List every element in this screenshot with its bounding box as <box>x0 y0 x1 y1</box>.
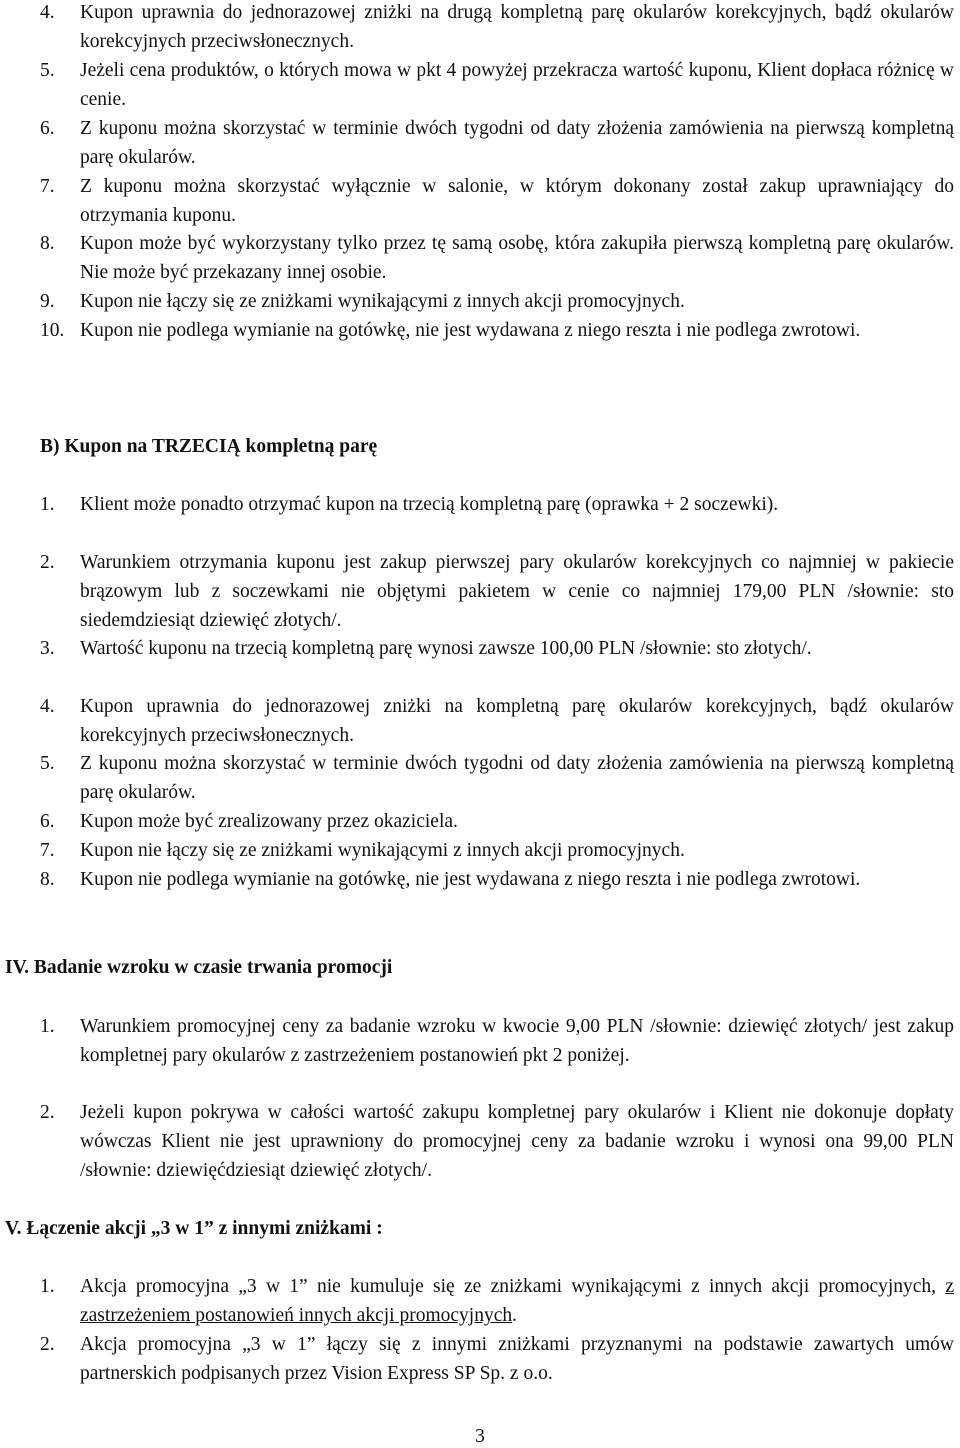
list-item <box>40 229 954 287</box>
item-number: 2. <box>40 1334 55 1355</box>
list-item <box>40 316 954 345</box>
item-number: 1. <box>40 1016 55 1037</box>
item-number: 1. <box>40 494 55 515</box>
page-number: 3 <box>475 1426 485 1447</box>
item-number: 4. <box>40 696 55 717</box>
item-number: 5. <box>40 60 55 81</box>
item-number: 7. <box>40 840 55 861</box>
item-text: Kupon nie łączy się ze zniżkami wynikającymi z innych akcji promocyjnych. <box>80 840 685 861</box>
underlined-clause: z zastrzeżeniem postanowień innych akcji promocyjnych <box>80 1276 954 1326</box>
item-text <box>80 1272 954 1330</box>
list-item <box>40 807 954 836</box>
item-text: Jeżeli kupon pokrywa w całości wartość zakupu kompletnej pary okularów i Klient nie dokonuje dopłaty wówczas Klient nie jest uprawniony do promocyjnej ceny za badanie wzroku i wynosi ona 99,00 PLN /słownie: dziewięćdziesiąt dziewięć złotych/. <box>80 1102 954 1181</box>
item-text: Kupon może być wykorzystany tylko przez tę samą osobę, która zakupiła pierwszą kompletną parę okularów. Nie może być przekazany innej osobie. <box>80 233 954 283</box>
section-heading: V. Łączenie akcji „3 w 1” z innymi zniżkami : <box>5 1218 383 1239</box>
item-number: 9. <box>40 291 55 312</box>
item-text: Warunkiem otrzymania kuponu jest zakup pierwszej pary okularów korekcyjnych co najmniej w pakiecie brązowym lub z soczewkami nie objętymi pakietem w cenie co najmniej 179,00 PLN /słownie: sto siedemdziesiąt dziewięć złotych/. <box>80 552 954 631</box>
item-number: 2. <box>40 1102 55 1123</box>
item-text-end: . <box>512 1305 517 1326</box>
section-heading: IV. Badanie wzroku w czasie trwania promocji <box>5 957 393 978</box>
item-text-main: Akcja promocyjna „3 w 1” nie kumuluje się ze zniżkami wynikającymi z innych akcji promocyjnych, <box>80 1276 946 1297</box>
list-item <box>40 287 954 316</box>
item-text: Z kuponu można skorzystać w terminie dwóch tygodni od daty złożenia zamówienia na pierwszą kompletną parę okularów. <box>80 118 954 168</box>
list-item <box>40 114 954 172</box>
list-item <box>40 56 954 114</box>
list-item <box>40 1330 954 1388</box>
list-item <box>40 865 954 894</box>
item-number: 6. <box>40 811 55 832</box>
item-number: 8. <box>40 233 55 254</box>
item-text: Kupon uprawnia do jednorazowej zniżki na drugą kompletną parę okularów korekcyjnych, bądź okularów korekcyjnych przeciwsłonecznych. <box>80 2 954 52</box>
item-text: Kupon nie łączy się ze zniżkami wynikającymi z innych akcji promocyjnych. <box>80 291 685 312</box>
item-number: 8. <box>40 869 55 890</box>
item-text: Warunkiem promocyjnej ceny za badanie wzroku w kwocie 9,00 PLN /słownie: dziewięć złotych/ jest zakup kompletnej pary okularów z zastrzeżeniem postanowień pkt 2 poniżej. <box>80 1016 954 1066</box>
item-text: Z kuponu można skorzystać w terminie dwóch tygodni od daty złożenia zamówienia na pierwszą kompletną parę okularów. <box>80 753 954 803</box>
list-item <box>40 0 954 56</box>
list-item <box>40 1272 954 1330</box>
item-number: 2. <box>40 552 55 573</box>
item-text: Jeżeli cena produktów, o których mowa w pkt 4 powyżej przekracza wartość kuponu, Klient dopłaca różnicę w cenie. <box>80 60 954 110</box>
item-number: 5. <box>40 753 55 774</box>
item-number: 10. <box>40 320 65 341</box>
list-item <box>40 749 954 807</box>
item-text: Kupon nie podlega wymianie na gotówkę, nie jest wydawana z niego reszta i nie podlega zwrotowi. <box>80 320 861 341</box>
item-number: 7. <box>40 176 55 197</box>
item-number: 4. <box>40 2 55 23</box>
list-item <box>40 1098 954 1185</box>
item-number: 1. <box>40 1276 55 1297</box>
item-text: Z kuponu można skorzystać wyłącznie w salonie, w którym dokonany został zakup uprawniający do otrzymania kuponu. <box>80 176 954 226</box>
list-item <box>40 172 954 230</box>
item-number: 3. <box>40 638 55 659</box>
item-text: Kupon nie podlega wymianie na gotówkę, nie jest wydawana z niego reszta i nie podlega zwrotowi. <box>80 869 861 890</box>
item-text: Klient może ponadto otrzymać kupon na trzecią kompletną parę (oprawka + 2 soczewki). <box>80 494 779 515</box>
list-item <box>40 1012 954 1070</box>
list-item <box>40 692 954 750</box>
list-item <box>40 490 954 519</box>
list-item <box>40 634 954 663</box>
list-item <box>40 836 954 865</box>
item-text: Akcja promocyjna „3 w 1” łączy się z innymi zniżkami przyznanymi na podstawie zawartych umów partnerskich podpisanych przez Vision Express SP Sp. z o.o. <box>80 1334 954 1384</box>
section-heading: B) Kupon na TRZECIĄ kompletną parę <box>40 436 378 457</box>
item-number: 6. <box>40 118 55 139</box>
list-item <box>40 548 954 635</box>
item-text: Wartość kuponu na trzecią kompletną parę wynosi zawsze 100,00 PLN /słownie: sto złotych/. <box>80 638 812 659</box>
item-text: Kupon uprawnia do jednorazowej zniżki na kompletną parę okularów korekcyjnych, bądź okularów korekcyjnych przeciwsłonecznych. <box>80 696 954 746</box>
item-text: Kupon może być zrealizowany przez okaziciela. <box>80 811 458 832</box>
